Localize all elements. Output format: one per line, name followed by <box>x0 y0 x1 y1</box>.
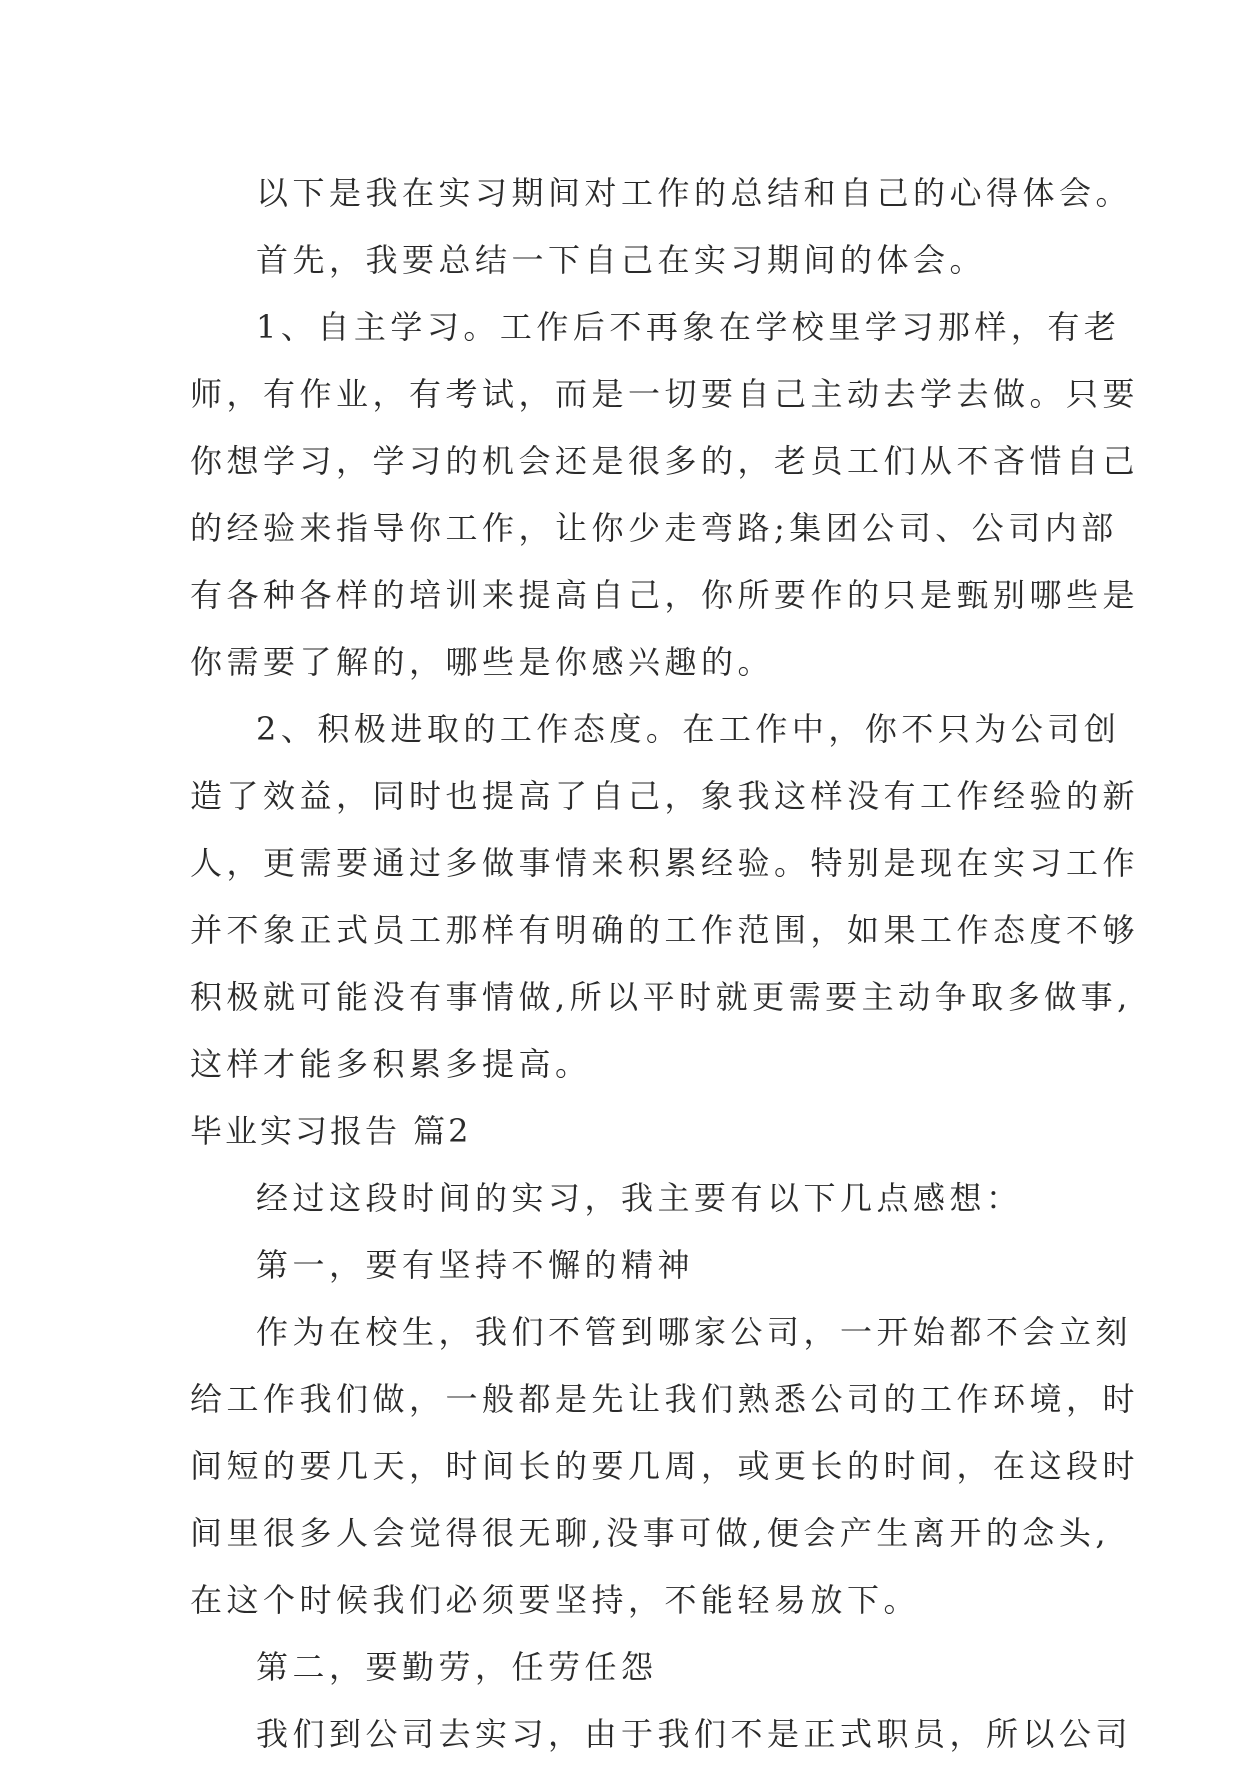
paragraph-line: 你需要了解的，哪些是你感兴趣的。 <box>190 643 775 681</box>
paragraph-line: 经过这段时间的实习，我主要有以下几点感想： <box>256 1179 1023 1217</box>
paragraph-line: 师，有作业，有考试，而是一切要自己主动去学去做。只要 <box>190 375 1140 413</box>
paragraph-line: 有各种各样的培训来提高自己，你所要作的只是甄别哪些是 <box>190 576 1140 614</box>
paragraph-line: 给工作我们做，一般都是先让我们熟悉公司的工作环境，时 <box>190 1380 1140 1418</box>
paragraph-line: 你想学习，学习的机会还是很多的，老员工们从不吝惜自己 <box>190 442 1140 480</box>
document-body <box>190 160 1140 1768</box>
paragraph-line: 作为在校生，我们不管到哪家公司，一开始都不会立刻 <box>256 1313 1133 1351</box>
paragraph-line: 并不象正式员工那样有明确的工作范围，如果工作态度不够 <box>190 911 1140 949</box>
section-heading: 毕业实习报告 篇2 <box>190 1112 472 1150</box>
paragraph-line: 造了效益，同时也提高了自己，象我这样没有工作经验的新 <box>190 777 1140 815</box>
subheading-line: 第一，要有坚持不懈的精神 <box>256 1246 695 1284</box>
paragraph-line: 2、积极进取的工作态度。在工作中，你不只为公司创 <box>256 710 1121 748</box>
paragraph-line: 间里很多人会觉得很无聊,没事可做,便会产生离开的念头, <box>190 1514 1111 1552</box>
paragraph-line: 我们到公司去实习，由于我们不是正式职员，所以公司 <box>256 1715 1133 1753</box>
paragraph-line: 的经验来指导你工作，让你少走弯路;集团公司、公司内部 <box>190 509 1118 547</box>
paragraph-line: 人，更需要通过多做事情来积累经验。特别是现在实习工作 <box>190 844 1140 882</box>
subheading-line: 第二，要勤劳，任劳任怨 <box>256 1648 658 1686</box>
paragraph-line: 这样才能多积累多提高。 <box>190 1045 592 1083</box>
paragraph-line: 间短的要几天，时间长的要几周，或更长的时间，在这段时 <box>190 1447 1140 1485</box>
paragraph-line: 1、自主学习。工作后不再象在学校里学习那样，有老 <box>256 308 1121 346</box>
paragraph-line: 积极就可能没有事情做,所以平时就更需要主动争取多做事, <box>190 978 1132 1016</box>
paragraph-line: 以下是我在实习期间对工作的总结和自己的心得体会。 <box>256 174 1133 212</box>
paragraph-line: 首先，我要总结一下自己在实习期间的体会。 <box>256 241 987 279</box>
paragraph-line: 在这个时候我们必须要坚持，不能轻易放下。 <box>190 1581 921 1619</box>
